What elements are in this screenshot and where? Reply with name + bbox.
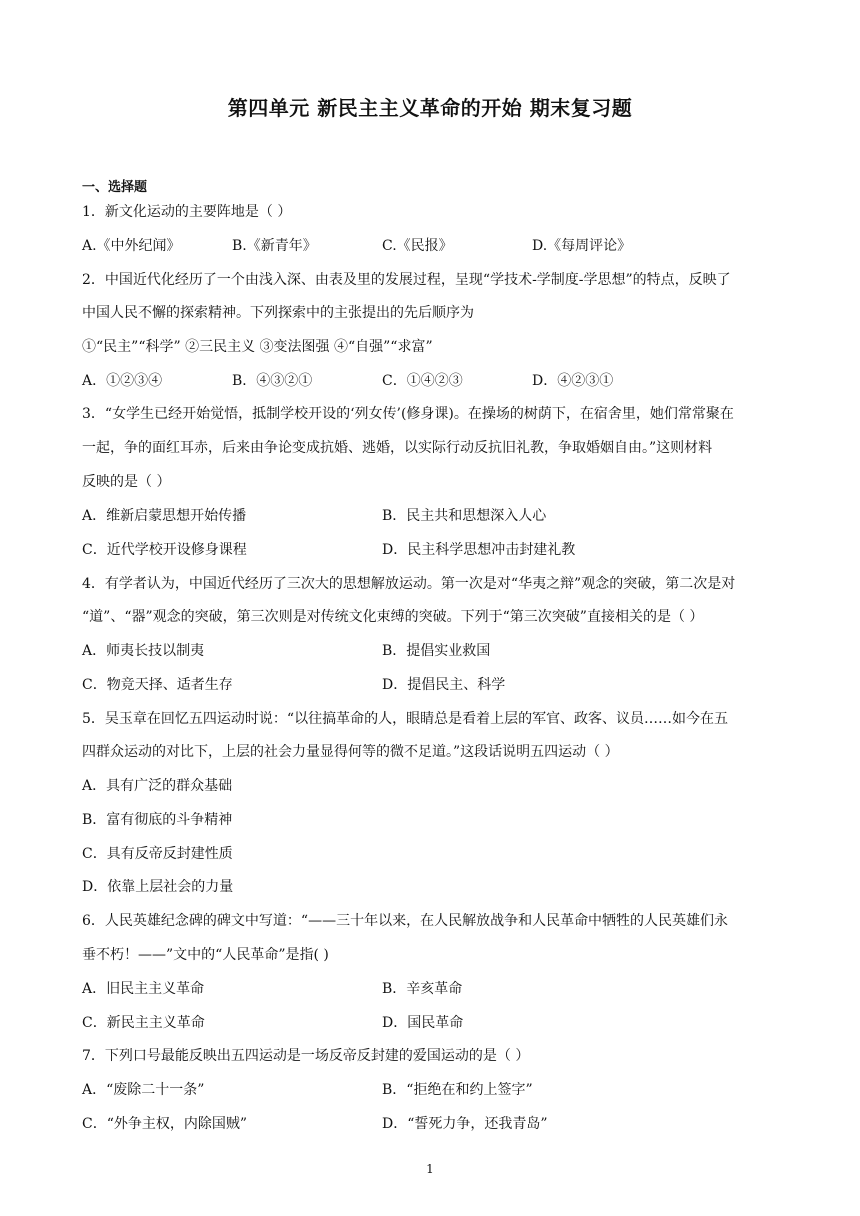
page-number: 1 (426, 1162, 434, 1176)
question-2-stem-line-1: 2．中国近代化经历了一个由浅入深、由表及里的发展过程，呈现“学技术-学制度-学思想”的特点，反映了 (82, 272, 731, 288)
question-3-stem-line-1: 3．“女学生已经开始觉悟，抵制学校开设的‘列女传’(修身课)。在操场的树荫下，在宿舍里，她们常常聚在 (82, 406, 734, 422)
q3-option-a: A．维新启蒙思想开始传播 (82, 508, 247, 524)
q4-option-b: B．提倡实业救国 (382, 643, 491, 659)
q7-option-c: C．“外争主权，内除国贼” (82, 1116, 248, 1132)
question-5-stem-line-2: 四群众运动的对比下，上层的社会力量显得何等的微不足道。”这段话说明五四运动（ ） (82, 744, 619, 760)
q4-option-d: D．提倡民主、科学 (382, 677, 506, 693)
q6-option-c: C．新民主主义革命 (82, 1015, 205, 1031)
question-5-stem-line-1: 5．吴玉章在回忆五四运动时说：“以往搞革命的人，眼睛总是看着上层的军官、政客、议员……如今在五 (82, 711, 729, 727)
question-4-stem-line-2: “道”、“器”观念的突破，第三次则是对传统文化束缚的突破。下列于“第三次突破”直接相关的是（ ） (82, 609, 704, 625)
q5-option-c: C．具有反帝反封建性质 (82, 846, 233, 862)
q5-option-b: B．富有彻底的斗争精神 (82, 812, 233, 828)
question-2-stem-line-3: ①“民主”“科学” ②三民主义 ③变法图强 ④“自强”“求富” (82, 339, 433, 355)
section-heading: 一、选择题 (82, 180, 148, 195)
q3-option-c: C．近代学校开设修身课程 (82, 542, 247, 558)
question-6-stem-line-1: 6．人民英雄纪念碑的碑文中写道：“——三十年以来，在人民解放战争和人民革命中牺牲的人民英雄们永 (82, 913, 729, 929)
q3-option-d: D．民主科学思想冲击封建礼教 (382, 542, 576, 558)
question-1-stem: 1．新文化运动的主要阵地是（ ） (82, 204, 292, 220)
q1-option-d: D.《每周评论》 (532, 238, 632, 254)
q6-option-d: D．国民革命 (382, 1015, 464, 1031)
question-3-stem-line-3: 反映的是（ ） (82, 474, 171, 490)
q6-option-a: A．旧民主主义革命 (82, 981, 205, 997)
q6-option-b: B．辛亥革命 (382, 981, 463, 997)
question-4-stem-line-1: 4．有学者认为，中国近代经历了三次大的思想解放运动。第一次是对“华夷之辩”观念的突破，第二次是对 (82, 576, 736, 592)
q2-option-d: D．④②③① (532, 373, 614, 389)
q4-option-a: A．师夷长技以制夷 (82, 643, 205, 659)
q7-option-d: D．“誓死力争，还我青岛” (382, 1116, 548, 1132)
question-2-stem-line-2: 中国人民不懈的探索精神。下列探索中的主张提出的先后顺序为 (82, 305, 474, 321)
q5-option-a: A．具有广泛的群众基础 (82, 778, 233, 794)
q2-option-a: A．①②③④ (82, 373, 163, 389)
q7-option-a: A．“废除二十一条” (82, 1082, 205, 1098)
question-7-stem: 7．下列口号最能反映出五四运动是一场反帝反封建的爱国运动的是（ ） (82, 1048, 530, 1064)
q1-option-b: B.《新青年》 (232, 238, 317, 254)
q1-option-c: C.《民报》 (382, 238, 453, 254)
q2-option-b: B．④③②① (232, 373, 313, 389)
question-6-stem-line-2: 垂不朽！——”文中的“人民革命”是指( ) (82, 947, 329, 963)
q5-option-d: D．依靠上层社会的力量 (82, 879, 234, 895)
q1-option-a: A.《中外纪闻》 (82, 238, 181, 254)
question-3-stem-line-2: 一起，争的面红耳赤，后来由争论变成抗婚、逃婚，以实际行动反抗旧礼教，争取婚姻自由。”这则材料 (82, 440, 713, 456)
page-title: 第四单元 新民主主义革命的开始 期末复习题 (227, 96, 633, 120)
q4-option-c: C．物竞天择、适者生存 (82, 677, 233, 693)
q2-option-c: C．①④②③ (382, 373, 463, 389)
q3-option-b: B．民主共和思想深入人心 (382, 508, 547, 524)
q7-option-b: B．“拒绝在和约上签字” (382, 1082, 533, 1098)
